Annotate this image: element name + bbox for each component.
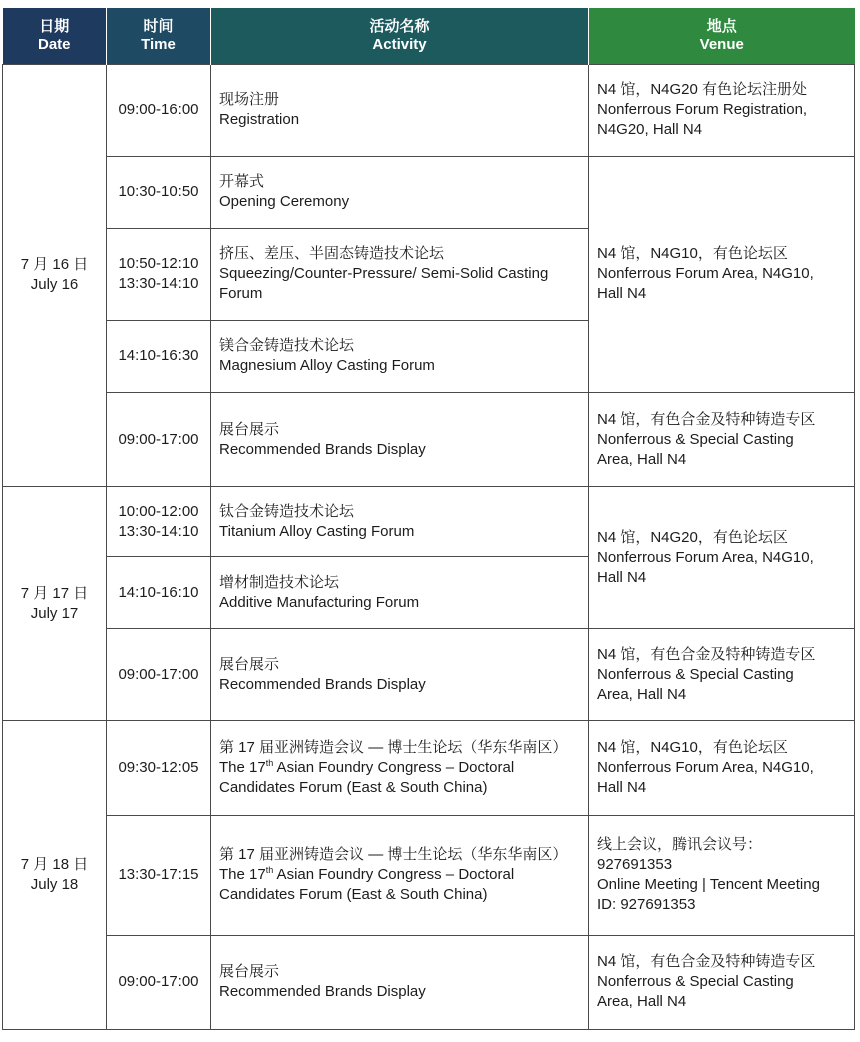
date-en: July 17 <box>30 604 79 622</box>
venue-en-2: Area, Hall N4 <box>597 993 687 1011</box>
venue-cn: N4 馆，有色合金及特种铸造专区 <box>597 953 816 971</box>
time-text-2: 13:30-14:10 <box>118 275 199 293</box>
venue-cell <box>589 393 855 487</box>
activity-cn: 钛合金铸造技术论坛 <box>219 502 355 520</box>
activity-cn: 挤压、差压、半固态铸造技术论坛 <box>219 245 445 263</box>
time-cell <box>107 721 211 815</box>
time-cell <box>107 557 211 629</box>
header-time <box>107 8 211 64</box>
activity-en: Magnesium Alloy Casting Forum <box>219 357 435 375</box>
activity-cell <box>211 557 589 629</box>
activity-en: Recommended Brands Display <box>219 983 426 1001</box>
activity-cn: 现场注册 <box>219 91 280 109</box>
time-text: 10:30-10:50 <box>118 183 199 201</box>
time-text: 10:50-12:10 <box>118 255 199 273</box>
venue-cn: N4 馆，有色合金及特种铸造专区 <box>597 410 816 428</box>
time-text: 14:10-16:30 <box>118 347 199 365</box>
time-cell <box>107 815 211 935</box>
activity-en-post: Asian Foundry Congress – Doctoral <box>273 866 515 884</box>
activity-en-post: Asian Foundry Congress – Doctoral <box>273 759 515 777</box>
date-en: July 16 <box>30 276 79 294</box>
time-text-2: 13:30-14:10 <box>118 522 199 540</box>
venue-cn: N4 馆，N4G10，有色论坛区 <box>597 245 788 263</box>
time-cell <box>107 228 211 320</box>
venue-en-2: ID: 927691353 <box>597 896 696 914</box>
venue-en: Nonferrous Forum Area, N4G10, <box>597 759 814 777</box>
activity-en <box>219 865 580 885</box>
header-date-en: Date <box>37 35 71 53</box>
activity-cn: 镁合金铸造技术论坛 <box>219 337 355 355</box>
activity-en: Additive Manufacturing Forum <box>219 593 420 611</box>
schedule-table <box>2 8 855 1030</box>
venue-cn: 线上会议，腾讯会议号： <box>597 836 763 854</box>
activity-cell <box>211 320 589 392</box>
activity-cn: 展台展示 <box>219 655 280 673</box>
table-row <box>3 64 855 156</box>
activity-en-2: Candidates Forum (East & South China) <box>219 779 488 797</box>
time-text: 09:00-17:00 <box>118 665 199 683</box>
venue-en: Nonferrous & Special Casting <box>597 973 794 991</box>
table-row <box>3 393 855 487</box>
date-en: July 18 <box>30 876 79 894</box>
venue-cn: N4 馆，N4G20，有色论坛区 <box>597 528 788 546</box>
date-cell <box>3 64 107 487</box>
time-text: 14:10-16:10 <box>118 583 199 601</box>
header-activity <box>211 8 589 64</box>
header-time-en: Time <box>141 35 176 53</box>
activity-cell <box>211 156 589 228</box>
table-row <box>3 487 855 557</box>
venue-cell <box>589 487 855 629</box>
activity-en: Squeezing/Counter-Pressure/ Semi-Solid Casting <box>219 265 549 283</box>
activity-en: Opening Ceremony <box>219 193 350 211</box>
time-text: 09:00-17:00 <box>118 973 199 991</box>
activity-cell <box>211 487 589 557</box>
venue-en-2: Hall N4 <box>597 568 647 586</box>
time-cell <box>107 629 211 721</box>
activity-cn: 展台展示 <box>219 420 280 438</box>
venue-cell <box>589 935 855 1029</box>
venue-cell <box>589 64 855 156</box>
table-row <box>3 629 855 721</box>
date-cn: 7 月 18 日 <box>20 856 89 874</box>
activity-en-sup: th <box>265 865 274 876</box>
table-row <box>3 156 855 228</box>
activity-en-2: Forum <box>219 285 263 303</box>
header-venue <box>589 8 855 64</box>
venue-en-2: Hall N4 <box>597 285 647 303</box>
venue-en-2: Hall N4 <box>597 779 647 797</box>
activity-en-2: Candidates Forum (East & South China) <box>219 886 488 904</box>
time-cell <box>107 64 211 156</box>
date-cell <box>3 487 107 721</box>
activity-en: Recommended Brands Display <box>219 675 426 693</box>
activity-en: Titanium Alloy Casting Forum <box>219 522 415 540</box>
date-cn: 7 月 16 日 <box>20 256 89 274</box>
venue-cell <box>589 629 855 721</box>
header-date <box>3 8 107 64</box>
venue-cn: N4 馆，N4G10，有色论坛区 <box>597 739 788 757</box>
activity-cn: 第 17 届亚洲铸造会议 — 博士生论坛（华东华南区） <box>219 739 568 757</box>
time-cell <box>107 156 211 228</box>
venue-en: Nonferrous Forum Area, N4G10, <box>597 265 814 283</box>
venue-cell <box>589 156 855 392</box>
time-cell <box>107 487 211 557</box>
header-time-cn: 时间 <box>143 17 174 35</box>
activity-cell <box>211 935 589 1029</box>
header-activity-en: Activity <box>372 35 427 53</box>
activity-cell <box>211 815 589 935</box>
table-row <box>3 935 855 1029</box>
activity-cell <box>211 64 589 156</box>
time-text: 09:00-17:00 <box>118 430 199 448</box>
activity-cn: 展台展示 <box>219 963 280 981</box>
time-text: 09:00-16:00 <box>118 101 199 119</box>
activity-cell <box>211 228 589 320</box>
venue-en-2: N4G20, Hall N4 <box>597 121 703 139</box>
venue-cn: N4 馆，N4G20 有色论坛注册处 <box>597 81 808 99</box>
header-date-cn: 日期 <box>39 17 70 35</box>
venue-en: Nonferrous Forum Registration, <box>597 101 808 119</box>
time-cell <box>107 320 211 392</box>
venue-cn: N4 馆，有色合金及特种铸造专区 <box>597 645 816 663</box>
header-venue-en: Venue <box>699 35 744 53</box>
time-text: 13:30-17:15 <box>118 866 199 884</box>
activity-en: Recommended Brands Display <box>219 440 426 458</box>
venue-en: Nonferrous & Special Casting <box>597 665 794 683</box>
time-cell <box>107 393 211 487</box>
venue-cell <box>589 815 855 935</box>
activity-en-pre: The 17 <box>219 866 266 884</box>
activity-cn: 增材制造技术论坛 <box>219 573 340 591</box>
venue-en-2: Area, Hall N4 <box>597 685 687 703</box>
activity-cell <box>211 629 589 721</box>
activity-en-pre: The 17 <box>219 759 266 777</box>
table-row <box>3 721 855 815</box>
activity-cell <box>211 721 589 815</box>
venue-cn-2: 927691353 <box>597 856 673 874</box>
activity-en: Registration <box>219 111 300 129</box>
venue-en: Online Meeting | Tencent Meeting <box>597 876 820 894</box>
venue-cell <box>589 721 855 815</box>
time-text: 09:30-12:05 <box>118 759 199 777</box>
table-row <box>3 815 855 935</box>
activity-cn: 开幕式 <box>219 173 265 191</box>
time-cell <box>107 935 211 1029</box>
venue-en-2: Area, Hall N4 <box>597 450 687 468</box>
activity-en <box>219 758 580 778</box>
date-cell <box>3 721 107 1030</box>
activity-cn: 第 17 届亚洲铸造会议 — 博士生论坛（华东华南区） <box>219 846 568 864</box>
venue-en: Nonferrous & Special Casting <box>597 430 794 448</box>
table-header <box>3 8 855 64</box>
activity-cell <box>211 393 589 487</box>
activity-en-sup: th <box>265 758 274 769</box>
header-venue-cn: 地点 <box>706 17 737 35</box>
venue-en: Nonferrous Forum Area, N4G10, <box>597 548 814 566</box>
time-text: 10:00-12:00 <box>118 502 199 520</box>
header-activity-cn: 活动名称 <box>369 17 430 35</box>
date-cn: 7 月 17 日 <box>20 584 89 602</box>
